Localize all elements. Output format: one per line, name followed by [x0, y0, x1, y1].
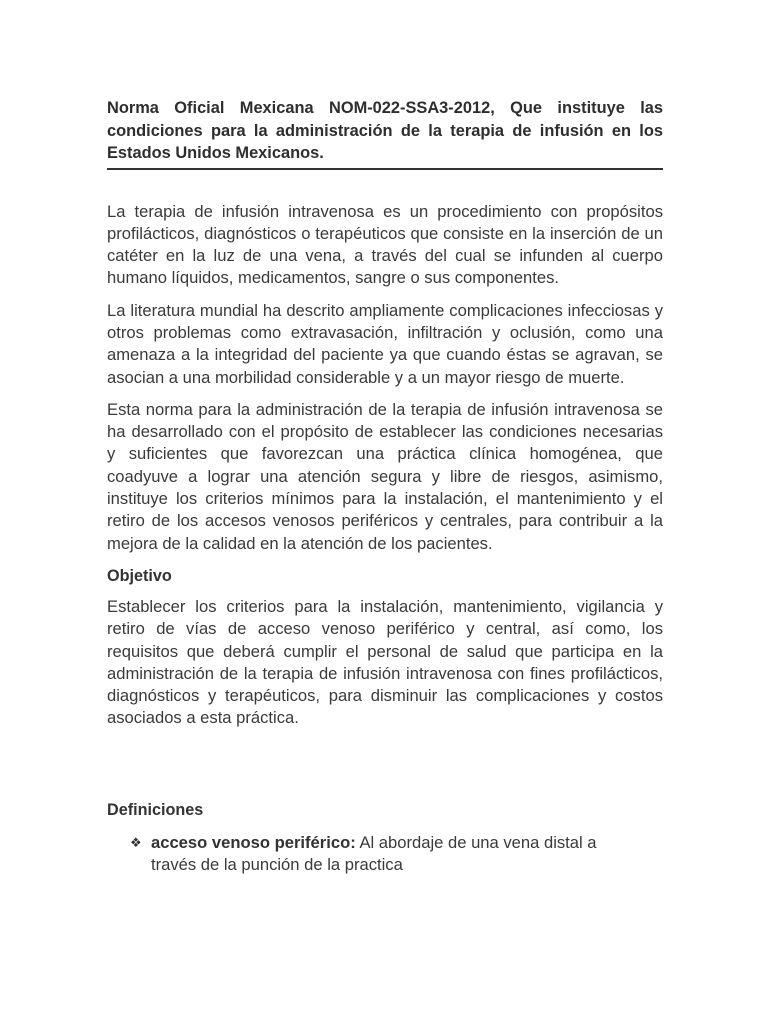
- definition-term: acceso venoso periférico:: [151, 832, 356, 852]
- definition-item: [107, 832, 636, 877]
- definitions-list: [107, 832, 663, 877]
- complications-paragraph: La literatura mundial ha descrito ampliamente complicaciones infecciosas y otros problemas como extravasación, infiltración y oclusión, como una amenaza a la integridad del paciente ya que cuando éstas se agravan, se asocian a una morbilidad considerable y a un mayor riesgo de muerte.: [107, 300, 663, 387]
- diamond-bullet-icon: ❖: [130, 834, 142, 850]
- objective-heading: Objetivo: [107, 566, 172, 585]
- definitions-heading: Definiciones: [107, 800, 204, 819]
- intro-paragraph: La terapia de infusión intravenosa es un procedimiento con propósitos profilácticos, diagnósticos o terapéuticos que consiste en la inserción de un catéter en la luz de una vena, a través del cual se infunden al cuerpo humano líquidos, medicamentos, sangre o sus componentes.: [107, 201, 663, 288]
- document-title: Norma Oficial Mexicana NOM-022-SSA3-2012, Que instituye las condiciones para la administración de la terapia de infusión en los Estados Unidos Mexicanos.: [107, 97, 663, 170]
- objective-paragraph: Establecer los criterios para la instalación, mantenimiento, vigilancia y retiro de vías de acceso venoso periférico y central, así como, los requisitos que deberá cumplir el personal de salud que participa en la administración de la terapia de infusión intravenosa con fines profilácticos, diagnósticos y terapéuticos, para disminuir las complicaciones y costos asociados a esta práctica.: [107, 596, 663, 728]
- definition-text: Al abordaje de una vena distal a través de la punción de la practica: [151, 832, 597, 875]
- document-page: [107, 97, 663, 876]
- purpose-paragraph: Esta norma para la administración de la terapia de infusión intravenosa se ha desarrollado con el propósito de establecer las condiciones necesarias y suficientes que favorezcan una práctica clínica homogénea, que coadyuve a lograr una atención segura y libre de riesgos, asimismo, instituye los criterios mínimos para la instalación, el mantenimiento y el retiro de los accesos venosos periféricos y centrales, para contribuir a la mejora de la calidad en la atención de los pacientes.: [107, 399, 663, 553]
